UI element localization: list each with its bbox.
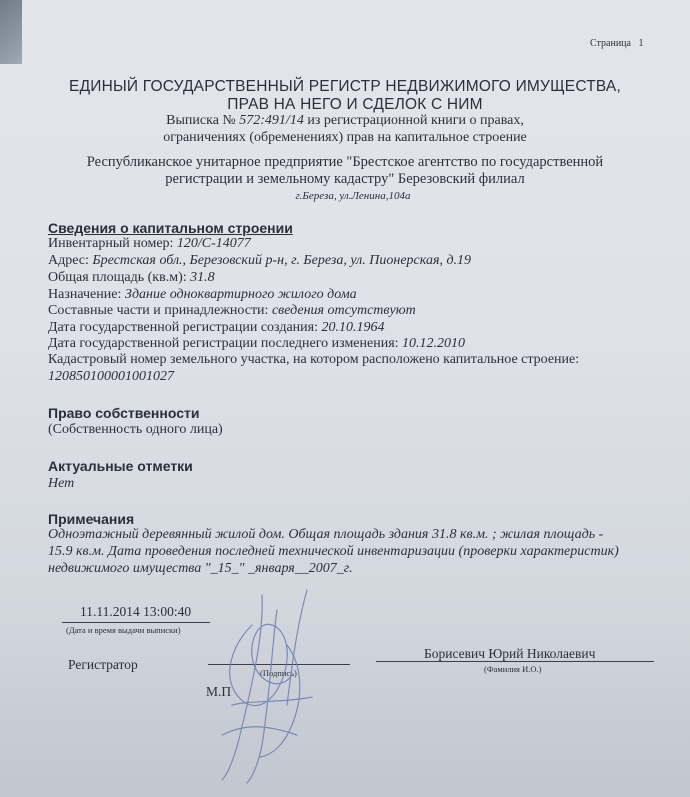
folded-corner [0,0,22,64]
notes-section-title: Примечания [48,511,135,527]
signature-caption: (Подпись) [260,668,297,678]
components: Составные части и принадлежности: сведения отсутствуют [48,303,416,318]
notes-line2: 15.9 кв.м. Дата проведения последней технической инвентаризации (проверки характеристик) [48,544,619,559]
registry-title-line1: ЕДИНЫЙ ГОСУДАРСТВЕННЫЙ РЕГИСТР НЕДВИЖИМОГО ИМУЩЕСТВА, [69,78,621,95]
issued-datetime: 11.11.2014 13:00:40 [80,604,192,619]
building-section-title: Сведения о капитальном строении [48,220,293,236]
agency-line2: регистрации и земельному кадастру" Березовский филиал [165,171,525,187]
issued-caption: (Дата и время выдачи выписки) [66,625,181,635]
creation-registration-date: Дата государственной регистрации создания: 20.10.1964 [48,320,385,335]
registry-title-line2: ПРАВ НА НЕГО И СДЕЛОК С НИМ [227,96,483,113]
agency-address: г.Береза, ул.Ленина,104а [295,190,411,202]
last-change-registration-date: Дата государственной регистрации последнего изменения: 10.12.2010 [48,336,466,351]
name-line [376,661,654,662]
handwritten-signature [192,585,332,785]
name-caption: (Фамилия И.О.) [484,664,542,674]
registrar-name: Борисевич Юрий Николаевич [424,646,596,661]
cadastral-label: Кадастровый номер земельного участка, на котором расположено капитальное строение: [48,352,580,367]
total-area: Общая площадь (кв.м): 31.8 [48,270,215,285]
page-number: Страница 1 [590,38,644,49]
notes-line1: Одноэтажный деревянный жилой дом. Общая площадь здания 31.8 кв.м. ; жилая площадь - [48,527,604,542]
inventory-number: Инвентарный номер: 120/С-14077 [48,236,251,251]
marks-value: Нет [48,476,75,491]
ownership-section-title: Право собственности [48,405,200,421]
registrar-label: Регистратор [68,657,138,672]
notes-line3: недвижимого имущества "_15_" _января__2007_г. [48,561,353,576]
extract-heading-line2: ограничениях (обременениях) прав на капитальное строение [163,130,527,145]
cadastral-number: 120850100001001027 [48,369,174,384]
extract-heading: Выписка № 572:491/14 из регистрационной книги о правах, [166,113,524,128]
issued-datetime-line [62,622,210,623]
stamp-label: М.П [206,684,232,699]
marks-section-title: Актуальные отметки [48,458,193,474]
agency-line1: Республиканское унитарное предприятие "Брестское агентство по государственной [86,154,604,170]
extract-number: 572:491/14 [239,113,304,128]
ownership-value: (Собственность одного лица) [48,422,223,437]
address: Адрес: Брестская обл., Березовский р-н, г. Береза, ул. Пионерская, д.19 [48,253,472,268]
purpose: Назначение: Здание одноквартирного жилого дома [48,287,357,302]
